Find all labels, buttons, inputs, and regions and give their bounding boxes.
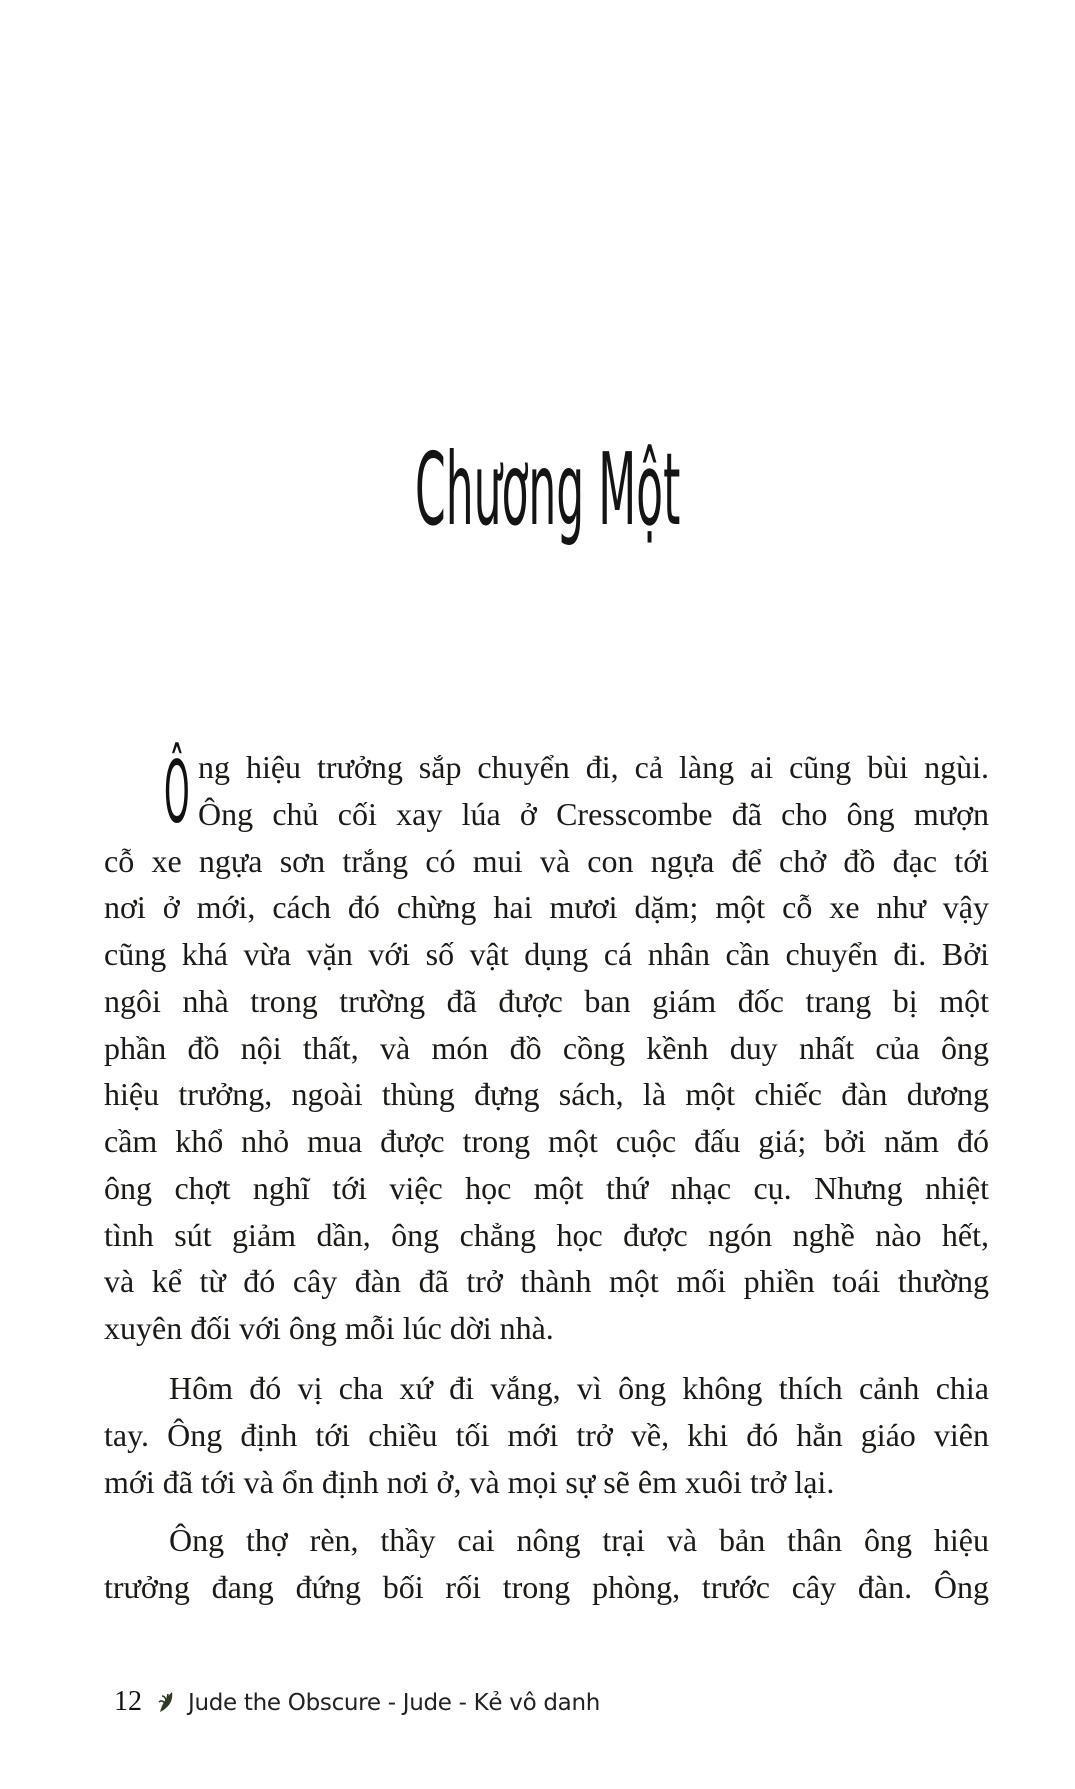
leaf-icon [156, 1690, 176, 1714]
running-book-title: Jude the Obscure - Jude - Kẻ vô danh [188, 1690, 601, 1716]
text-line: hiệu trưởng, ngoài thùng đựng sách, là một chiếc đàn dương [104, 1076, 989, 1113]
text-line: ngôi nhà trong trường đã được ban giám đốc trang bị một [104, 982, 989, 1019]
text-line: tay. Ông định tới chiều tối mới trở về, khi đó hẳn giáo viên [104, 1416, 989, 1453]
chapter-title: Chương Một [415, 431, 681, 548]
text-line: và kể từ đó cây đàn đã trở thành một mối phiền toái thường [104, 1263, 989, 1300]
page-number: 12 [114, 1686, 142, 1717]
text-line: Ông thợ rèn, thầy cai nông trại và bản thân ông hiệu [169, 1522, 989, 1558]
page-footer [114, 1686, 600, 1718]
text-line: tình sút giảm dần, ông chẳng học được ngón nghề nào hết, [104, 1216, 989, 1253]
text-line: xuyên đối với ông mỗi lúc dời nhà. [104, 1310, 554, 1346]
paragraph-1 [104, 744, 989, 1352]
text-line: cầm khổ nhỏ mua được trong một cuộc đấu giá; bởi năm đó [104, 1123, 989, 1159]
text-line: trưởng đang đứng bối rối trong phòng, trước cây đàn. Ông [104, 1568, 989, 1605]
text-line: ông chợt nghĩ tới việc học một thứ nhạc cụ. Nhưng nhiệt [104, 1169, 989, 1206]
text-line: cũng khá vừa vặn với số vật dụng cá nhân cần chuyển đi. Bởi [104, 936, 989, 972]
text-line: Ông chủ cối xay lúa ở Cresscombe đã cho ông mượn [198, 795, 989, 832]
text-line: ng hiệu trưởng sắp chuyển đi, cả làng ai cũng bùi ngùi. [198, 749, 989, 785]
paragraph-3 [104, 1517, 989, 1611]
text-line: Hôm đó vị cha xứ đi vắng, vì ông không thích cảnh chia [169, 1370, 989, 1406]
text-line: nơi ở mới, cách đó chừng hai mươi dặm; một cỗ xe như vậy [104, 889, 989, 926]
text-line: phần đồ nội thất, và món đồ cồng kềnh duy nhất của ông [104, 1029, 989, 1066]
text-line: mới đã tới và ổn định nơi ở, và mọi sự sẽ êm xuôi trở lại. [104, 1463, 835, 1500]
drop-cap: Ô [164, 743, 190, 843]
paragraph-2 [104, 1365, 989, 1505]
text-line: cỗ xe ngựa sơn trắng có mui và con ngựa để chở đồ đạc tới [104, 842, 989, 879]
